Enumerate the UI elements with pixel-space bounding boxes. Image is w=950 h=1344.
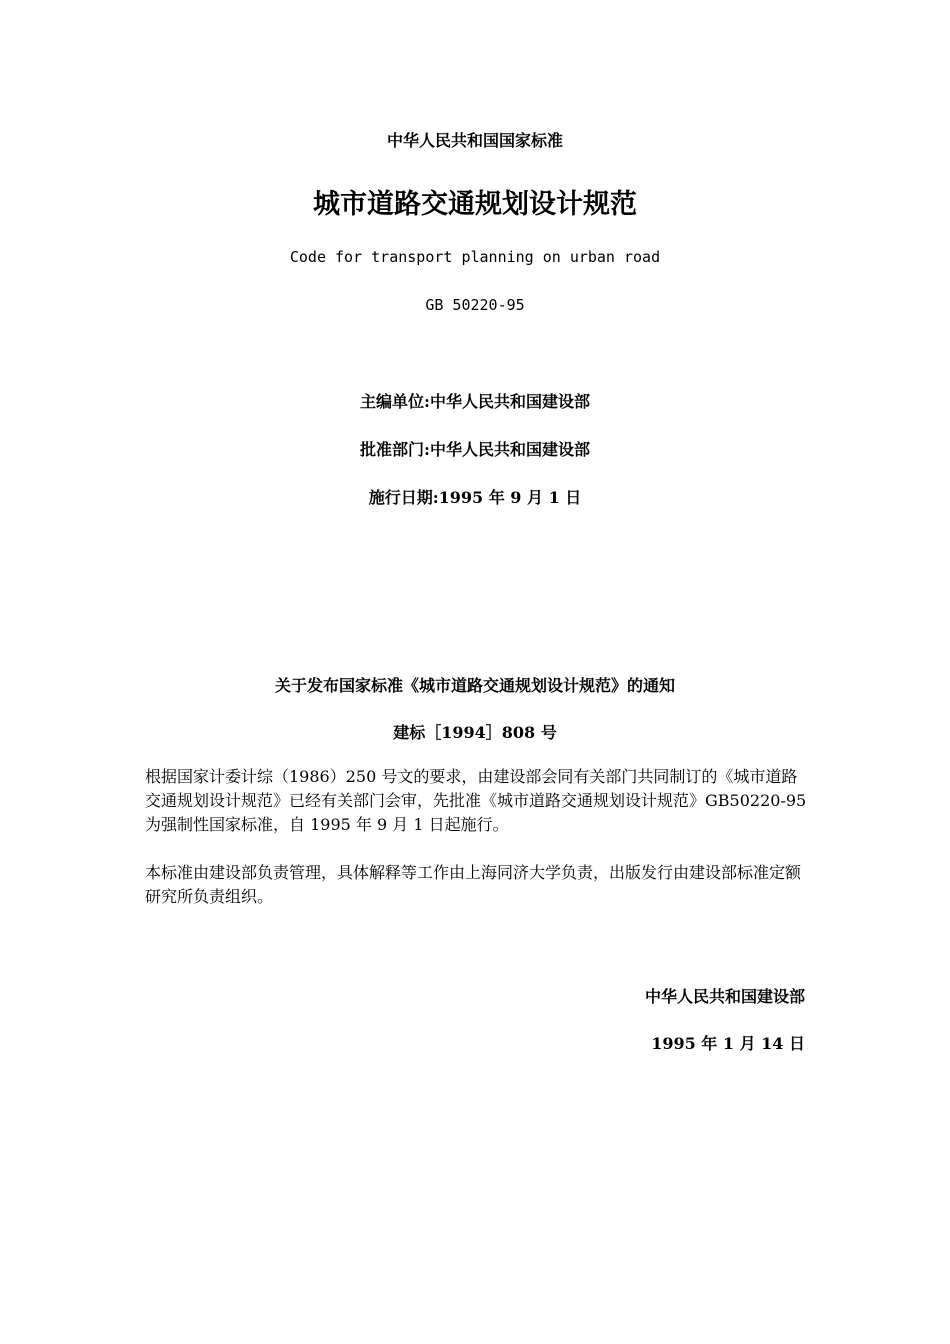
notice-paragraph-1: 根据国家计委计综（1986）250 号文的要求，由建设部会同有关部门共同制订的《城市道路交通规划设计规范》已经有关部门会审，先批准《城市道路交通规划设计规范》GB50220-95 为强制性国家标准，自 1995 年 9 月 1 日起施行。 [145, 767, 807, 834]
approval-department: 批准部门:中华人民共和国建设部 [360, 440, 590, 459]
standard-code: GB 50220-95 [425, 296, 525, 314]
signature-date: 1995 年 1 月 14 日 [651, 1034, 805, 1053]
notice-number: 建标［1994］808 号 [393, 723, 557, 742]
notice-paragraph-2: 本标准由建设部负责管理，具体解释等工作由上海同济大学负责，出版发行由建设部标准定额研究所负责组织。 [145, 863, 802, 906]
document-title: 城市道路交通规划设计规范 [313, 189, 637, 220]
notice-title: 关于发布国家标准《城市道路交通规划设计规范》的通知 [274, 676, 675, 695]
english-title: Code for transport planning on urban road [289, 248, 661, 266]
editor-unit: 主编单位:中华人民共和国建设部 [360, 392, 590, 411]
effective-date: 施行日期:1995 年 9 月 1 日 [368, 488, 582, 507]
signature-organization: 中华人民共和国建设部 [644, 987, 805, 1006]
standard-header: 中华人民共和国国家标准 [386, 131, 563, 150]
